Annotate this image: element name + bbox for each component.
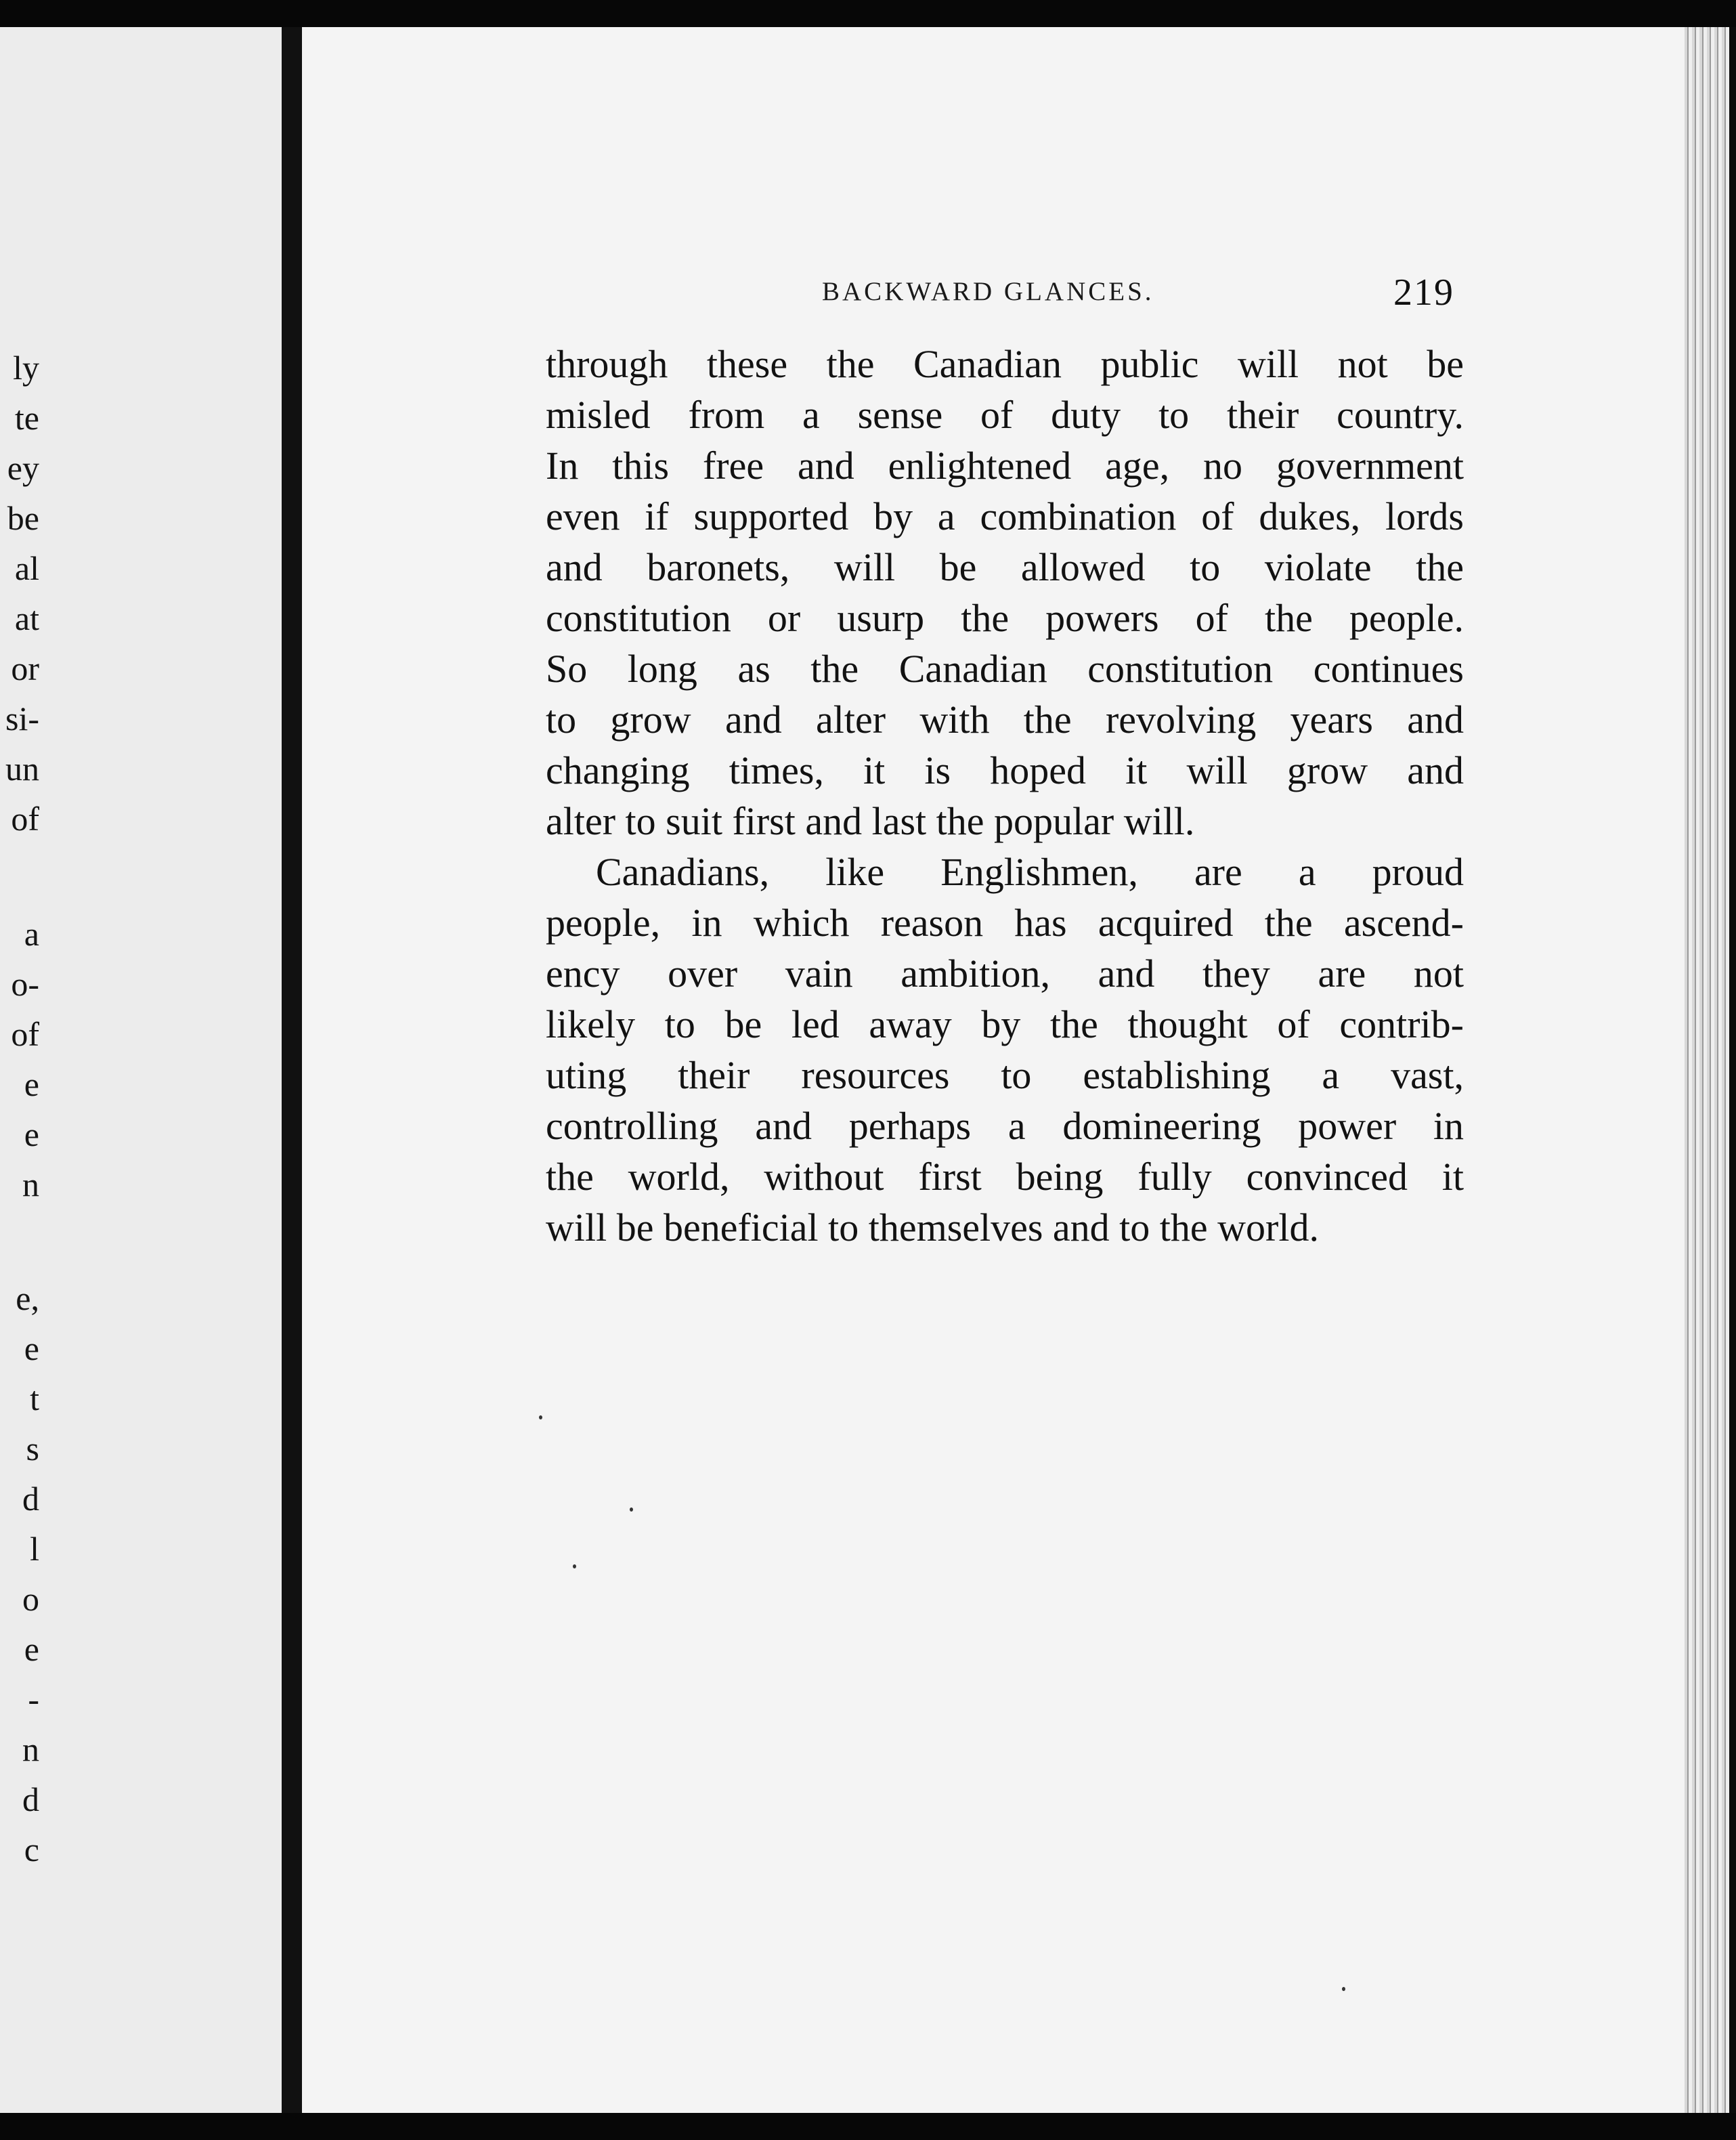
text-line: Canadians, like Englishmen, are a proud (596, 850, 1464, 894)
text-line: likely to be led away by the thought of contrib- (546, 1002, 1464, 1046)
left-fragment: d (22, 1480, 39, 1518)
left-fragment: t (30, 1379, 39, 1417)
scan-speck (1342, 1987, 1345, 1991)
text-line: controlling and perhaps a domineering power in (546, 1104, 1464, 1148)
text-line: through these the Canadian public will not be (546, 342, 1464, 386)
left-fragment: of (11, 800, 39, 838)
left-page (0, 27, 282, 2113)
text-line: will be beneficial to themselves and to the world. (546, 1205, 1319, 1249)
left-fragment: te (14, 399, 39, 437)
text-line: even if supported by a combination of dukes, lords (546, 494, 1464, 538)
scan-speck (573, 1564, 576, 1568)
left-fragment: n (22, 1730, 39, 1768)
left-fragment: c (24, 1831, 39, 1868)
left-fragment: si- (5, 700, 39, 737)
body-text (546, 339, 1464, 1253)
left-fragment: of (11, 1015, 39, 1053)
left-fragment: n (22, 1165, 39, 1203)
left-fragment: - (28, 1680, 39, 1718)
left-page-text-fragments (0, 27, 282, 2113)
left-fragment: e (24, 1329, 39, 1367)
left-fragment: o- (11, 965, 39, 1003)
left-fragment: e (24, 1115, 39, 1153)
running-head: BACKWARD GLANCES. (822, 277, 1154, 306)
paragraph (546, 339, 1464, 847)
left-fragment: e, (16, 1279, 39, 1317)
left-fragment: be (7, 499, 39, 537)
left-fragment: al (14, 549, 39, 587)
left-fragment: o (22, 1580, 39, 1618)
text-line: ency over vain ambition, and they are not (546, 951, 1464, 996)
text-line: misled from a sense of duty to their country. (546, 393, 1464, 437)
text-line: and baronets, will be allowed to violate the (546, 545, 1464, 589)
left-fragment: ly (13, 349, 39, 387)
left-fragment: ey (7, 449, 39, 487)
page-number: 219 (1393, 272, 1454, 314)
scan-bottom-border (0, 2113, 1736, 2140)
text-line: to grow and alter with the revolving years and (546, 698, 1464, 742)
book-gutter (282, 27, 302, 2113)
left-fragment: a (24, 915, 39, 953)
text-line: changing times, it is hoped it will grow and (546, 748, 1464, 792)
left-fragment: e (24, 1065, 39, 1103)
left-fragment: s (26, 1430, 39, 1468)
text-line: constitution or usurp the powers of the people. (546, 596, 1464, 640)
paragraph (546, 847, 1464, 1253)
text-line: uting their resources to establishing a vast, (546, 1053, 1464, 1097)
left-fragment: or (11, 649, 39, 687)
page-edges (1685, 27, 1736, 2113)
text-line: the world, without first being fully convinced it (546, 1155, 1464, 1199)
left-fragment: un (5, 750, 39, 788)
text-line: In this free and enlightened age, no government (546, 444, 1464, 488)
left-fragment: e (24, 1630, 39, 1668)
text-line: alter to suit first and last the popular will. (546, 799, 1195, 843)
left-fragment: d (22, 1780, 39, 1818)
scan-speck (630, 1507, 633, 1512)
scan-speck (539, 1415, 542, 1419)
left-fragment: l (30, 1530, 39, 1568)
text-line: So long as the Canadian constitution continues (546, 647, 1464, 691)
left-fragment: at (14, 599, 39, 637)
text-line: people, in which reason has acquired the ascend- (546, 901, 1464, 945)
